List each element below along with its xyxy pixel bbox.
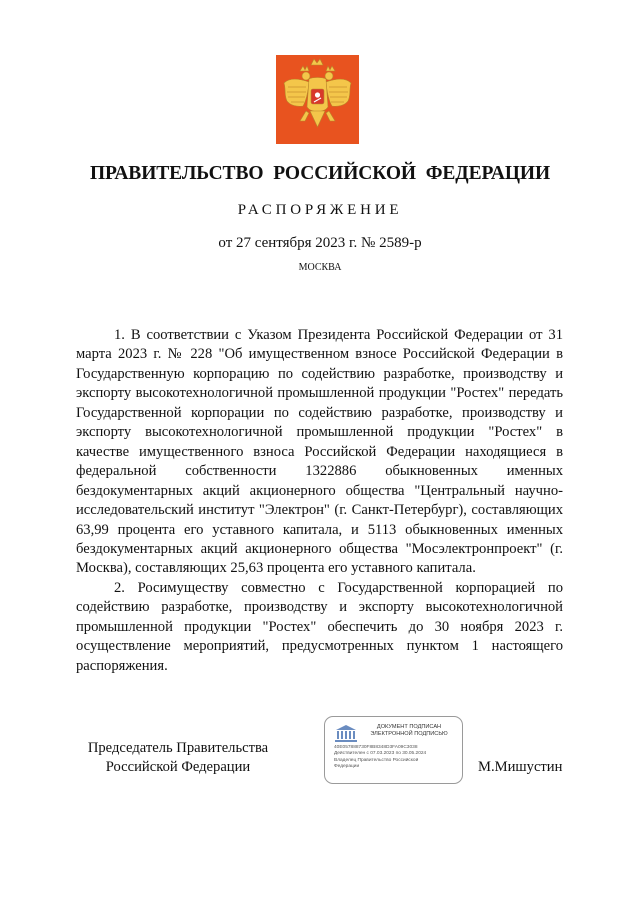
stamp-owner-line-1: Владелец Правительство Российской xyxy=(334,757,419,763)
organization-title: ПРАВИТЕЛЬСТВО РОССИЙСКОЙ ФЕДЕРАЦИИ xyxy=(89,163,551,184)
russian-coat-of-arms-icon xyxy=(276,55,359,144)
stamp-validity: Действителен с 07.03.2023 по 30.05.2024 xyxy=(334,751,427,757)
stamp-title xyxy=(359,724,459,738)
document-date-number: от 27 сентября 2023 г. № 2589-р xyxy=(218,235,422,251)
electronic-signature-emblem-icon xyxy=(333,723,359,743)
signatory-position-line-2: Российской Федерации xyxy=(105,759,251,775)
stamp-certificate: 40E057888730F8B8348D3FA09C3038 xyxy=(334,745,418,750)
stamp-title-line-1: ДОКУМЕНТ ПОДПИСАН xyxy=(376,724,442,730)
signatory-position-line-1: Председатель Правительства xyxy=(87,740,269,756)
signatory-name: М.Мишустин xyxy=(478,759,563,775)
stamp-details xyxy=(334,745,460,771)
paragraph-2: 2. Росимуществу совместно с Государственной корпорацией по содействию разработке, производству и экспорту высокотехнологичной промышленной продукции "Ростех" обеспечить до 30 ноября 2023 г. осуществление мероприятий, предусмотренных пунктом 1 настоящего распоряжения. xyxy=(76,579,563,674)
paragraph-1: 1. В соответствии с Указом Президента Российской Федерации от 31 марта 2023 г. № 228 "Об имущественном взносе Российской Федерации в Государственную корпорацию по содействию разработке, производству и экспорту высокотехнологичной промышленной продукции "Ростех" передать Государственной корпорации по содействию разработке, производству и экспорту высокотехнологичной промышленной продукции "Ростех" в качестве имущественного взноса Российской Федерации находящиеся в федеральной собственности 1322886 обыкновенных именных бездокументарных акций акционерного общества "Центральный научно-исследовательский институт "Электрон" (г. Санкт-Петербург), составляющих 63,99 процента его уставного капитала, и 5113 обыкновенных именных бездокументарных акций акционерного общества "Мосэлектронпроект" (г. Москва), составляющих 25,63 процента его уставного капитала. xyxy=(76,327,563,577)
electronic-signature-stamp xyxy=(324,716,463,784)
signatory-position xyxy=(78,739,278,777)
document-body xyxy=(76,326,563,676)
document-type: РАСПОРЯЖЕНИЕ xyxy=(237,202,403,218)
stamp-title-line-2: ЭЛЕКТРОННОЙ ПОДПИСЬЮ xyxy=(370,731,448,737)
coat-of-arms-emblem xyxy=(276,55,359,144)
stamp-owner-line-2: Федерации xyxy=(334,764,360,770)
document-city: МОСКВА xyxy=(298,262,342,273)
